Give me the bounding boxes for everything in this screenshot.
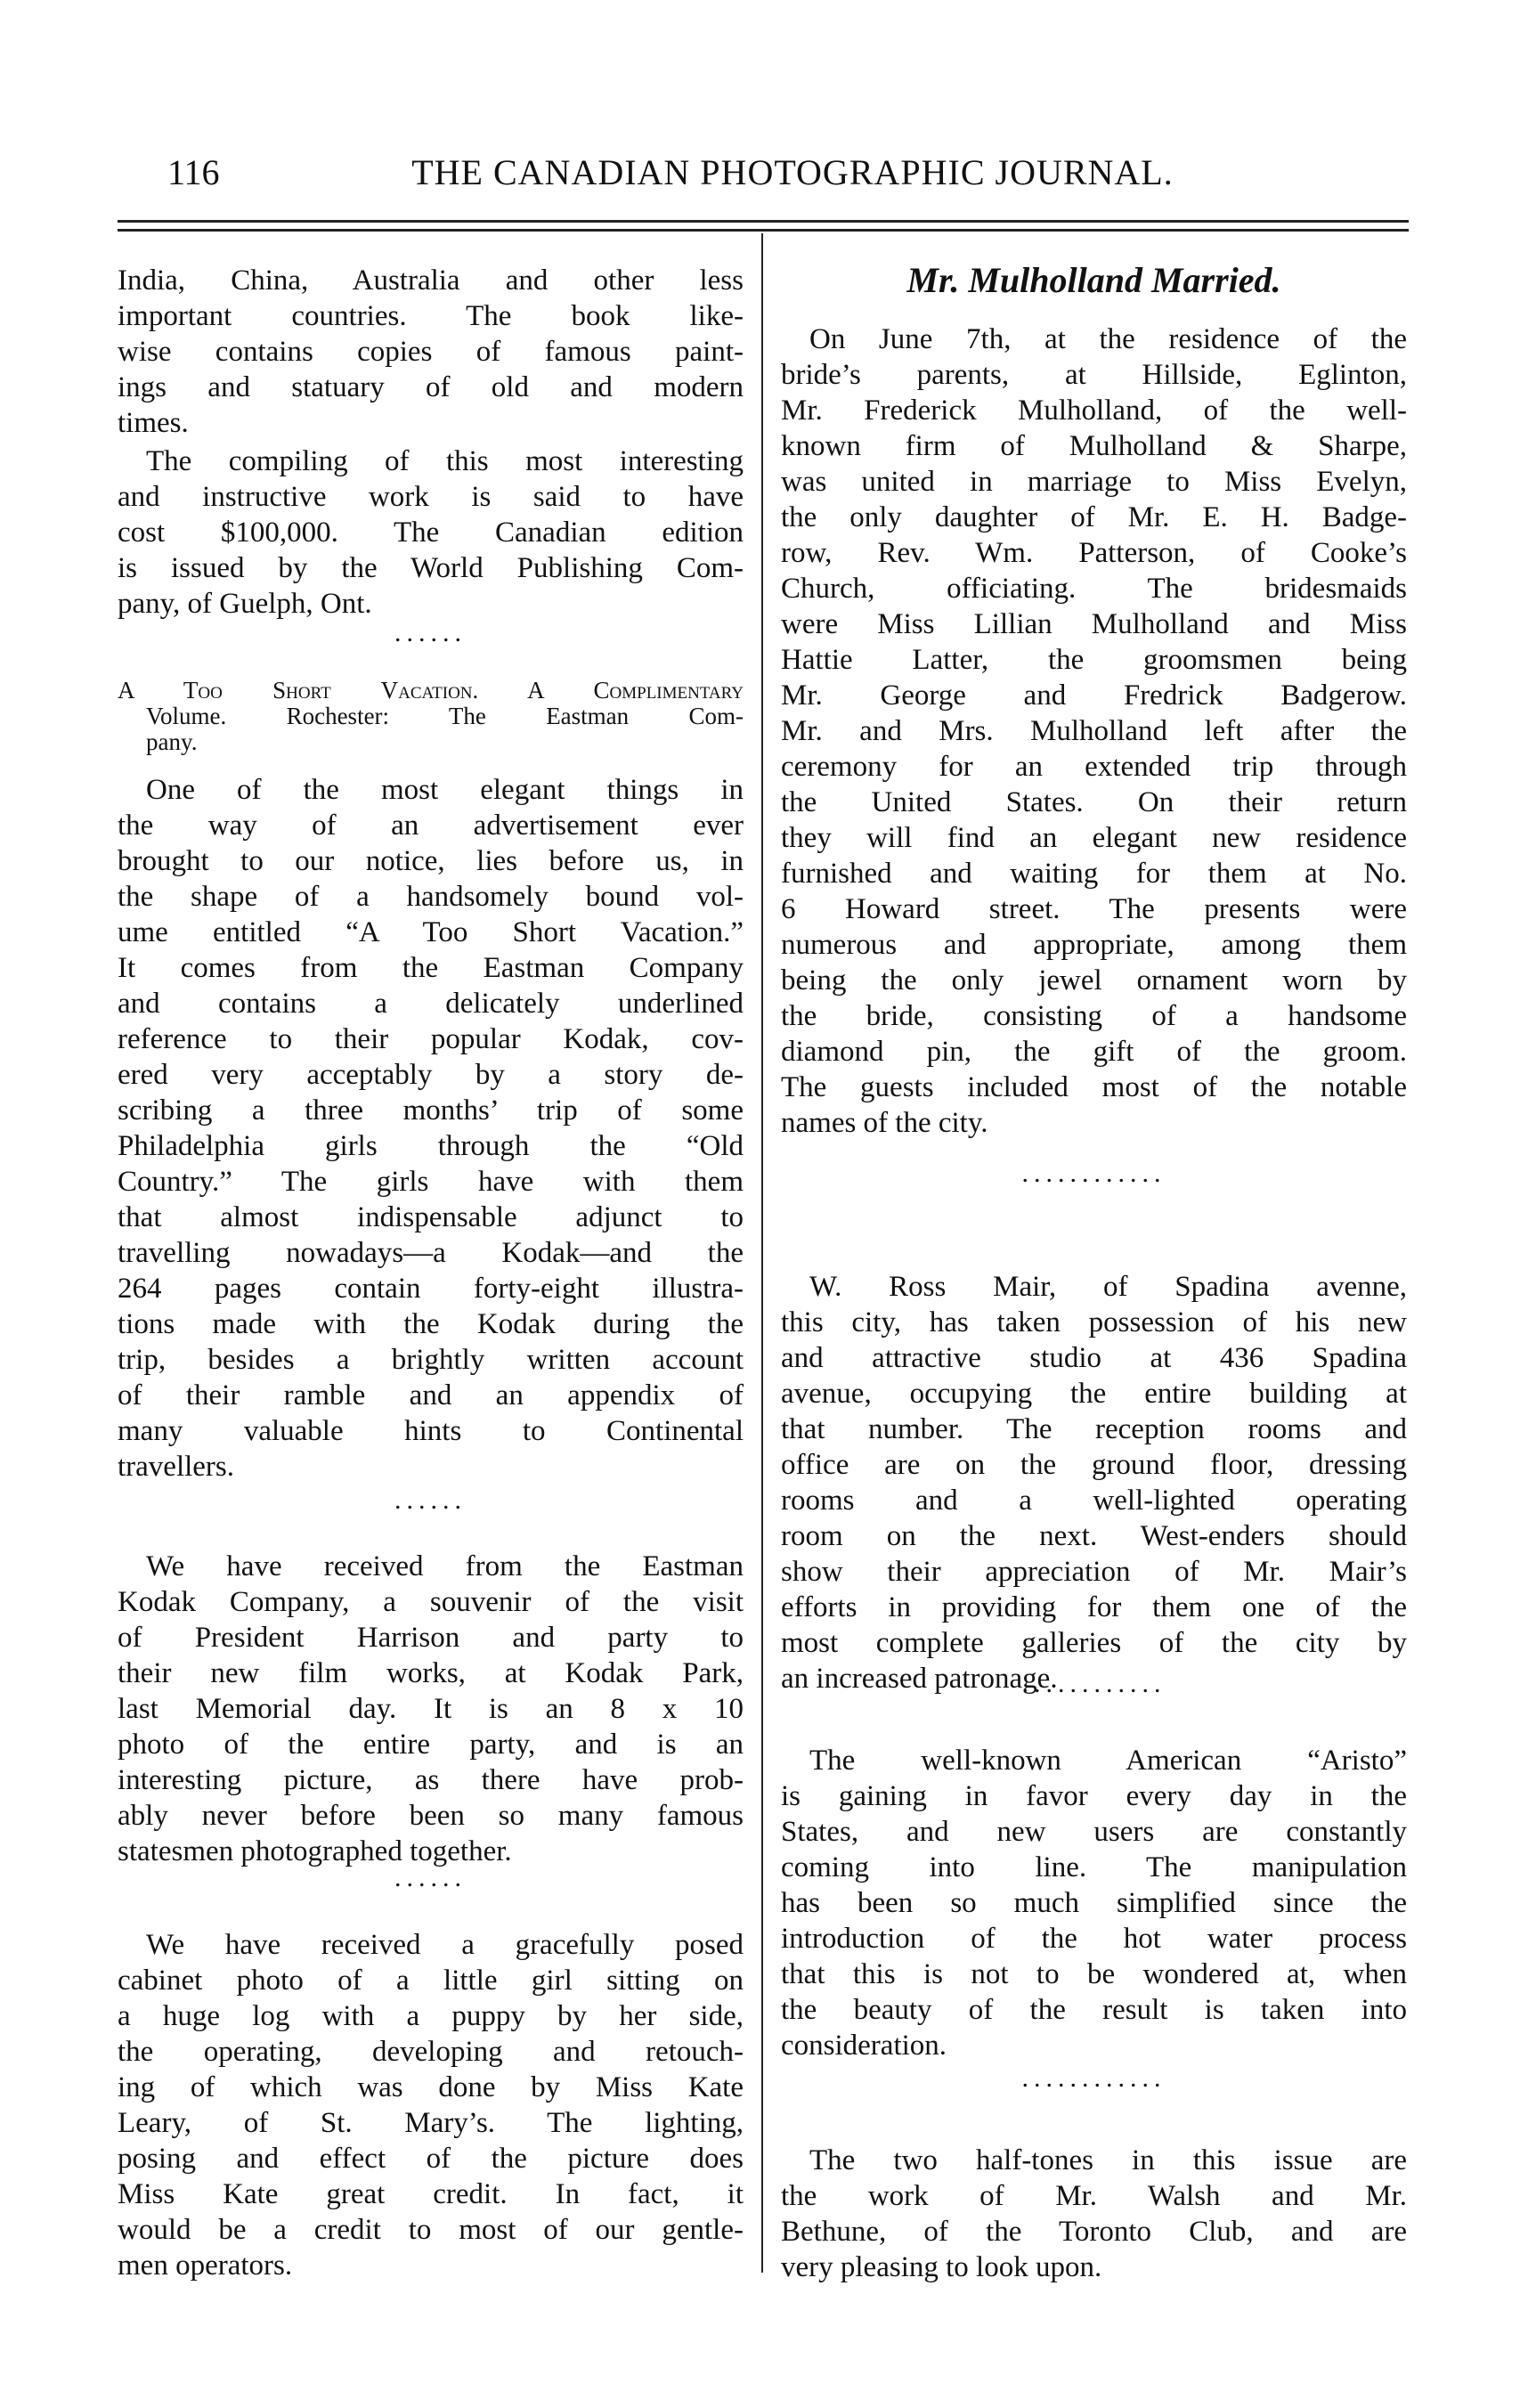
book-citation [118,678,744,755]
text-line: the bride, consisting of a handsome [781,1000,1407,1032]
page-number: 116 [167,152,220,192]
text-line: Philadelphia girls through the “Old [118,1130,744,1162]
text-line: The guests included most of the notable [781,1071,1407,1103]
text-line: important countries. The book like- [118,300,744,332]
text-line: A Too Short Vacation. A Complimentary [118,677,744,704]
text-line: ume entitled “A Too Short Vacation.” [118,916,744,948]
text-line: and contains a delicately underlined [118,988,744,1020]
text-line: their new film works, at Kodak Park, [118,1657,744,1689]
text-line: consideration. [781,2030,947,2062]
text-line: ings and statuary of old and modern [118,371,744,403]
text-line: cabinet photo of a little girl sitting on [118,1965,744,1997]
text-line: rooms and a well-lighted operating [781,1485,1407,1517]
text-line: last Memorial day. It is an 8 x 10 [118,1693,744,1725]
text-line: India, China, Australia and other less [118,264,744,297]
text-line: pany. [146,728,198,755]
text-line: room on the next. West-enders should [781,1520,1407,1552]
section-separator: ...... [394,1863,467,1892]
text-line: that this is not to be wondered at, when [781,1958,1407,1990]
text-line: were Miss Lillian Mulholland and Miss [781,608,1407,640]
text-line: pany, of Guelph, Ont. [118,588,372,620]
text-line: row, Rev. Wm. Patterson, of Cooke’s [781,537,1407,569]
text-line: Mr. and Mrs. Mulholland left after the [781,715,1407,747]
text-line: The compiling of this most interesting [146,445,744,477]
text-line: W. Ross Mair, of Spadina avenne, [809,1271,1407,1303]
section-separator: ............ [1021,1669,1166,1698]
text-line: Miss Kate great credit. In fact, it [118,2178,744,2210]
article-heading: Mr. Mulholland Married. [906,260,1281,300]
text-line: ably never before been so many famous [118,1800,744,1832]
text-line: We have received from the Eastman [146,1550,744,1582]
paragraph [118,263,744,441]
text-line: bride’s parents, at Hillside, Eglinton, [781,359,1407,391]
text-line: that almost indispensable adjunct to [118,1201,744,1233]
text-line: Mr. Frederick Mulholland, of the well- [781,395,1407,427]
text-line: coming into line. The manipulation [781,1851,1407,1883]
text-line: Hattie Latter, the groomsmen being [781,644,1407,676]
section-separator: ...... [394,618,467,647]
text-line: office are on the ground floor, dressing [781,1449,1407,1481]
text-line: efforts in providing for them one of the [781,1591,1407,1623]
text-line: an increased patronage. [781,1663,1058,1695]
text-line: The well-known American “Aristo” [809,1745,1407,1777]
text-line: the shape of a handsomely bound vol- [118,881,744,913]
text-line: The two half-tones in this issue are [809,2144,1407,2176]
text-line: many valuable hints to Continental [118,1415,744,1447]
text-line: Church, officiating. The bridesmaids [781,573,1407,605]
text-line: most complete galleries of the city by [781,1627,1407,1659]
text-line: photo of the entire party, and is an [118,1729,744,1761]
text-line: interesting picture, as there have prob- [118,1764,744,1796]
text-line: and instructive work is said to have [118,481,744,513]
header-rule-bottom [118,229,1409,232]
section-separator: ...... [394,1485,467,1515]
text-line: furnished and waiting for them at No. [781,858,1407,890]
text-line: Leary, of St. Mary’s. The lighting, [118,2107,744,2139]
section-separator: ............ [1021,2063,1166,2093]
text-line: a huge log with a puppy by her side, [118,2000,744,2032]
text-line: On June 7th, at the residence of the [809,323,1407,355]
text-line: introduction of the hot water process [781,1923,1407,1955]
text-line: the operating, developing and retouch- [118,2036,744,2068]
text-line: ceremony for an extended trip through [781,751,1407,783]
paragraph [781,1269,1407,1696]
text-line: ered very acceptably by a story de- [118,1059,744,1091]
text-line: being the only jewel ornament worn by [781,964,1407,997]
text-line: wise contains copies of famous paint- [118,336,744,368]
text-line: avenue, occupying the entire building at [781,1378,1407,1410]
text-line: the work of Mr. Walsh and Mr. [781,2180,1407,2212]
text-line: ing of which was done by Miss Kate [118,2071,744,2103]
text-line: Bethune, of the Toronto Club, and are [781,2216,1407,2248]
text-line: One of the most elegant things in [146,774,744,806]
text-line: numerous and appropriate, among them [781,929,1407,961]
text-line: is gaining in favor every day in the [781,1780,1407,1812]
paragraph [781,321,1407,1141]
text-line: the United States. On their return [781,786,1407,818]
section-separator: ............ [1021,1159,1166,1188]
text-line: 6 Howard street. The presents were [781,893,1407,925]
text-line: and attractive studio at 436 Spadina [781,1342,1407,1374]
text-line: brought to our notice, lies before us, in [118,845,744,877]
text-line: that number. The reception rooms and [781,1413,1407,1445]
paragraph [118,1927,744,2283]
text-line: show their appreciation of Mr. Mair’s [781,1556,1407,1588]
text-line: was united in marriage to Miss Evelyn, [781,466,1407,498]
text-line: cost $100,000. The Canadian edition [118,517,744,549]
column-divider [761,233,763,2273]
text-line: the beauty of the result is taken into [781,1994,1407,2026]
text-line: reference to their popular Kodak, cov- [118,1023,744,1055]
text-line: this city, has taken possession of his new [781,1306,1407,1338]
text-line: the only daughter of Mr. E. H. Badge- [781,501,1407,533]
text-line: tions made with the Kodak during the [118,1308,744,1340]
text-line: trip, besides a brightly written account [118,1344,744,1376]
text-line: Volume. Rochester: The Eastman Com- [146,703,744,729]
text-line: men operators. [118,2249,293,2282]
text-line: very pleasing to look upon. [781,2251,1102,2283]
text-line: the way of an advertisement ever [118,809,744,842]
text-line: Mr. George and Fredrick Badgerow. [781,679,1407,712]
text-line: is issued by the World Publishing Com- [118,552,744,584]
text-line: of their ramble and an appendix of [118,1379,744,1411]
text-line: they will find an elegant new residence [781,822,1407,854]
paragraph [118,1549,744,1869]
text-line: We have received a gracefully posed [146,1929,744,1961]
text-line: It comes from the Eastman Company [118,952,744,984]
text-line: has been so much simplified since the [781,1887,1407,1919]
text-line: known firm of Mulholland & Sharpe, [781,430,1407,462]
paragraph [118,772,744,1485]
text-line: 264 pages contain forty-eight illustra- [118,1273,744,1305]
journal-title: THE CANADIAN PHOTOGRAPHIC JOURNAL. [411,152,1174,192]
text-line: scribing a three months’ trip of some [118,1094,744,1127]
paragraph [781,2143,1407,2285]
text-line: travellers. [118,1451,235,1483]
text-line: posing and effect of the picture does [118,2143,744,2175]
text-line: Kodak Company, a souvenir of the visit [118,1586,744,1618]
paragraph [781,1743,1407,2063]
text-line: diamond pin, the gift of the groom. [781,1036,1407,1068]
text-line: times. [118,407,189,439]
text-line: travelling nowadays—a Kodak—and the [118,1237,744,1269]
header-rule-top [118,220,1409,223]
paragraph [118,443,744,622]
text-line: of President Harrison and party to [118,1622,744,1654]
text-line: States, and new users are constantly [781,1816,1407,1848]
text-line: would be a credit to most of our gentle- [118,2214,744,2246]
text-line: Country.” The girls have with them [118,1166,744,1198]
text-line: statesmen photographed together. [118,1835,512,1867]
text-line: names of the city. [781,1107,988,1139]
